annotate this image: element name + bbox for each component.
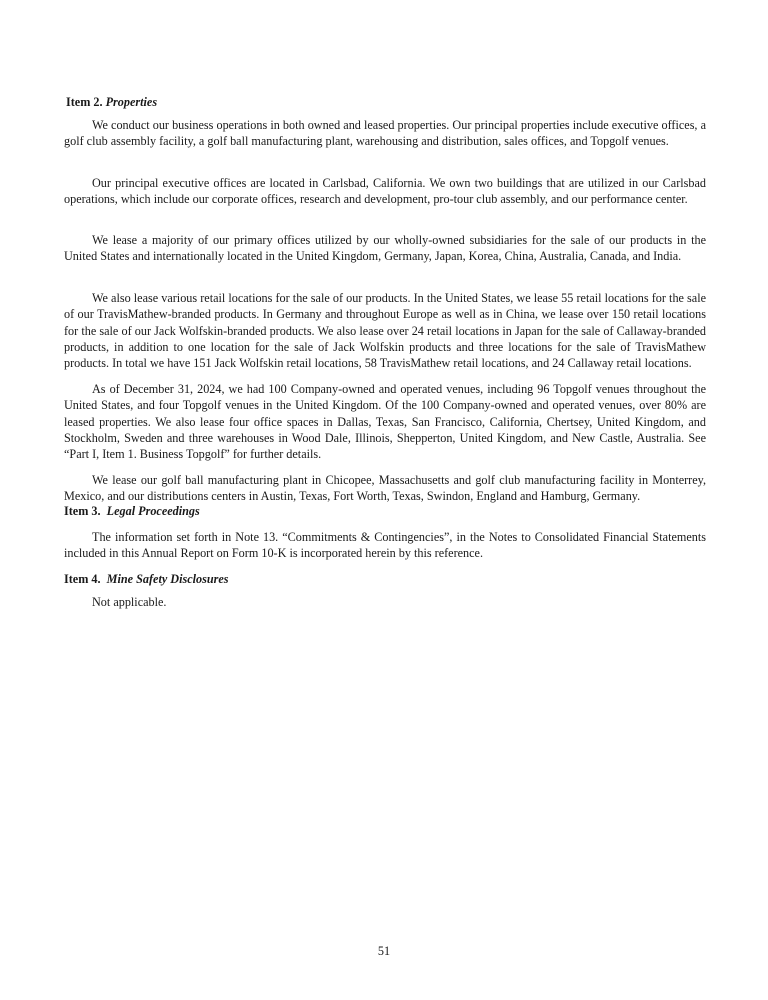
paragraph-manufacturing: We lease our golf ball manufacturing plant in Chicopee, Massachusetts and golf club manufacturing facility in Monterrey, Mexico, and our distributions centers in Austin, Texas, Fort Worth, Texas, Swindon, England and Hamburg, Germany. (64, 473, 706, 504)
paragraph-topgolf-venues: As of December 31, 2024, we had 100 Company-owned and operated venues, including 96 Topgolf venues throughout the United States, and four Topgolf venues in the United Kingdom. Of the 100 Company-owned and operated venues, over 80% are leased properties. We also lease four office spaces in Dallas, Texas, San Francisco, California, Chertsey, United Kingdom, and Stockholm, Sweden and three warehouses in Wood Dale, Illinois, Shepperton, United Kingdom, and New Castle, Australia. See “Part I, Item 1. Business Topgolf” for further details. (64, 382, 706, 462)
item-3-title: Legal Proceedings (106, 504, 200, 518)
item-3-heading (64, 503, 200, 519)
item-3-label: Item 3. (64, 504, 101, 518)
item-4-label: Item 4. (64, 572, 101, 586)
item-4-heading (64, 571, 229, 587)
item-2-title: Properties (105, 95, 158, 109)
paragraph-primary-offices: We lease a majority of our primary offices utilized by our wholly-owned subsidiaries for the sale of our products in the United States and internationally located in the United Kingdom, Germany, Japan, Korea, China, Australia, Canada, and India. (64, 233, 706, 264)
paragraph-properties-overview: We conduct our business operations in both owned and leased properties. Our principal properties include executive offices, a golf club assembly facility, a golf ball manufacturing plant, warehousing and distribution, sales offices, and Topgolf venues. (64, 118, 706, 149)
page-number: 51 (377, 944, 391, 958)
paragraph-mine-safety: Not applicable. (92, 595, 167, 609)
item-2-heading (66, 94, 157, 110)
paragraph-retail-locations: We also lease various retail locations for the sale of our products. In the United States, we lease 55 retail locations for the sale of our TravisMathew-branded products. In Germany and throughout Europe as well as in China, we lease over 150 retail locations for the sale of our Jack Wolfskin-branded products. We also lease over 24 retail locations in Japan for the sale of Callaway-branded products, in addition to one location for the sale of Jack Wolfskin products and three locations for the sale of TravisMathew products. In total we have 151 Jack Wolfskin retail locations, 58 TravisMathew retail locations, and 24 Callaway retail locations. (64, 291, 706, 371)
item-4-title: Mine Safety Disclosures (106, 572, 229, 586)
paragraph-executive-offices: Our principal executive offices are located in Carlsbad, California. We own two buildings that are utilized in our Carlsbad operations, which include our corporate offices, research and development, pro-tour club assembly, and our performance center. (64, 176, 706, 207)
paragraph-legal-proceedings: The information set forth in Note 13. “Commitments & Contingencies”, in the Notes to Consolidated Financial Statements included in this Annual Report on Form 10-K is incorporated herein by this reference. (64, 530, 706, 561)
item-2-label: Item 2. (66, 95, 103, 109)
